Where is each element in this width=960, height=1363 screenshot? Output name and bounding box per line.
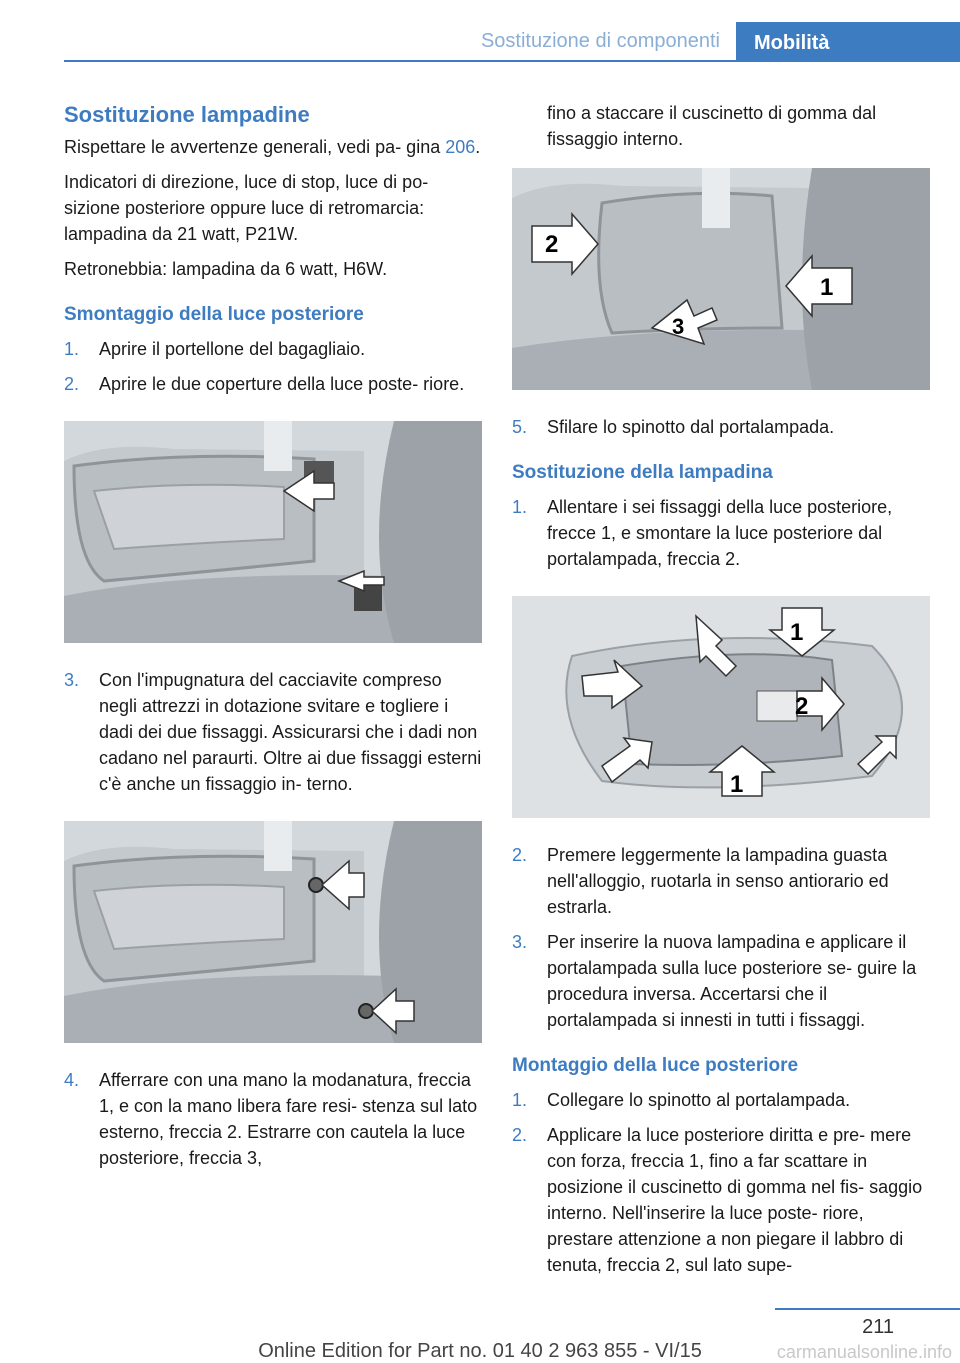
step-number: 3. — [64, 670, 80, 690]
mount-step-1 — [512, 1087, 930, 1113]
step-number: 2. — [512, 1125, 528, 1145]
bulbs-paragraph: Indicatori di direzione, luce di stop, luce di po‐ sizione posteriore oppure luce di retromarcia: lampadina da 21 watt, P21W. — [64, 172, 429, 244]
removal-step-3 — [64, 667, 482, 797]
intro-paragraph — [64, 134, 482, 160]
mount-step-2 — [512, 1122, 930, 1278]
header-chapter-tab: Mobilità — [736, 22, 960, 62]
step-number: 2. — [512, 845, 528, 865]
removal-heading: Smontaggio della luce posteriore — [64, 304, 364, 325]
step-text: Afferrare con una mano la modanatura, freccia 1, e con la mano libera fare resi‐ stenza sul lato esterno, freccia 2. Estrarre con cautela la luce posteriore, freccia 3, — [99, 1070, 478, 1168]
replace-step-3 — [512, 929, 930, 1033]
step-4-continuation — [512, 100, 930, 152]
step-number: 1. — [512, 497, 528, 517]
replace-step-1 — [512, 494, 930, 572]
arrow-label-1: 1 — [820, 274, 834, 301]
figure-tail-light-removal — [512, 168, 930, 390]
removal-step-2 — [64, 371, 482, 397]
figure-tail-light-nuts — [64, 821, 482, 1043]
arrow-label-2: 2 — [545, 231, 559, 258]
left-column — [64, 100, 482, 1180]
step-text: Sfilare lo spinotto dal portalampada. — [547, 417, 835, 437]
edition-line: Online Edition for Part no. 01 40 2 963 855 - VI/15 — [258, 1340, 702, 1362]
fog-paragraph: Retronebbia: lampadina da 6 watt, H6W. — [64, 259, 388, 279]
watermark: carmanualsonline.info — [776, 1342, 952, 1362]
step-text: Per inserire la nuova lampadina e applicare il portalampada sulla luce posteriore se‐ guire la procedura inversa. Accertarsi che il portalampada si innesti in tutti i fissaggi. — [547, 932, 917, 1030]
section-title: Sostituzione lampadine — [64, 102, 310, 127]
step-text: Con l'impugnatura del cacciavite compreso negli attrezzi in dotazione svitare e togliere i dadi dei due fissaggi. Assicurarsi che i dadi non cadano nel paraurti. Oltre ai due fissaggi esterni c'è anche un fissaggio in‐ terno. — [99, 670, 482, 794]
continuation-text: fino a staccare il cuscinetto di gomma dal fissaggio interno. — [547, 103, 877, 149]
intro-text: Rispettare le avvertenze generali, vedi pa‐ gina — [64, 137, 446, 157]
page-link-206[interactable]: 206 — [445, 137, 476, 157]
step-text: Collegare lo spinotto al portalampada. — [547, 1090, 851, 1110]
mount-heading: Montaggio della luce posteriore — [512, 1055, 799, 1076]
holder-label-2: 2 — [795, 693, 809, 720]
step-text: Aprire il portellone del bagagliaio. — [99, 339, 366, 359]
arrow-label-3: 3 — [672, 314, 685, 339]
step-text: Premere leggermente la lampadina guasta nell'alloggio, ruotarla in senso antiorario ed estrarla. — [547, 845, 889, 917]
removal-step-1 — [64, 336, 482, 362]
figure-lamp-holder — [512, 596, 930, 818]
figure-tail-light-covers — [64, 421, 482, 643]
header-rule — [64, 60, 960, 62]
step-number: 2. — [64, 374, 80, 394]
replace-step-2 — [512, 842, 930, 920]
right-column — [512, 100, 930, 1287]
footer-rule — [775, 1308, 960, 1310]
step-number: 4. — [64, 1070, 80, 1090]
step-number: 3. — [512, 932, 528, 952]
holder-label-1: 1 — [790, 619, 804, 646]
removal-step-5 — [512, 414, 930, 440]
step-text: Aprire le due coperture della luce poste‐ riore. — [99, 374, 465, 394]
page-number: 211 — [862, 1316, 894, 1338]
step-text: Applicare la luce posteriore diritta e pre‐ mere con forza, freccia 1, fino a far scattare in posizione il cuscinetto di gomma nel fis‐ saggio interno. Nell'inserire la luce poste‐ riore, prestare attenzione a non piegare il labbro di tenuta, freccia 2, sul lato supe‐ — [547, 1125, 923, 1275]
step-number: 1. — [512, 1090, 528, 1110]
header-section-title: Sostituzione di componenti — [480, 30, 720, 52]
replace-heading: Sostituzione della lampadina — [512, 462, 773, 483]
step-number: 5. — [512, 417, 528, 437]
holder-label-1-bottom: 1 — [730, 771, 744, 798]
intro-period: . — [475, 137, 481, 157]
step-text: Allentare i sei fissaggi della luce posteriore, frecce 1, e smontare la luce posteriore dal portalampada, freccia 2. — [547, 497, 893, 569]
step-number: 1. — [64, 339, 80, 359]
removal-step-4 — [64, 1067, 482, 1171]
